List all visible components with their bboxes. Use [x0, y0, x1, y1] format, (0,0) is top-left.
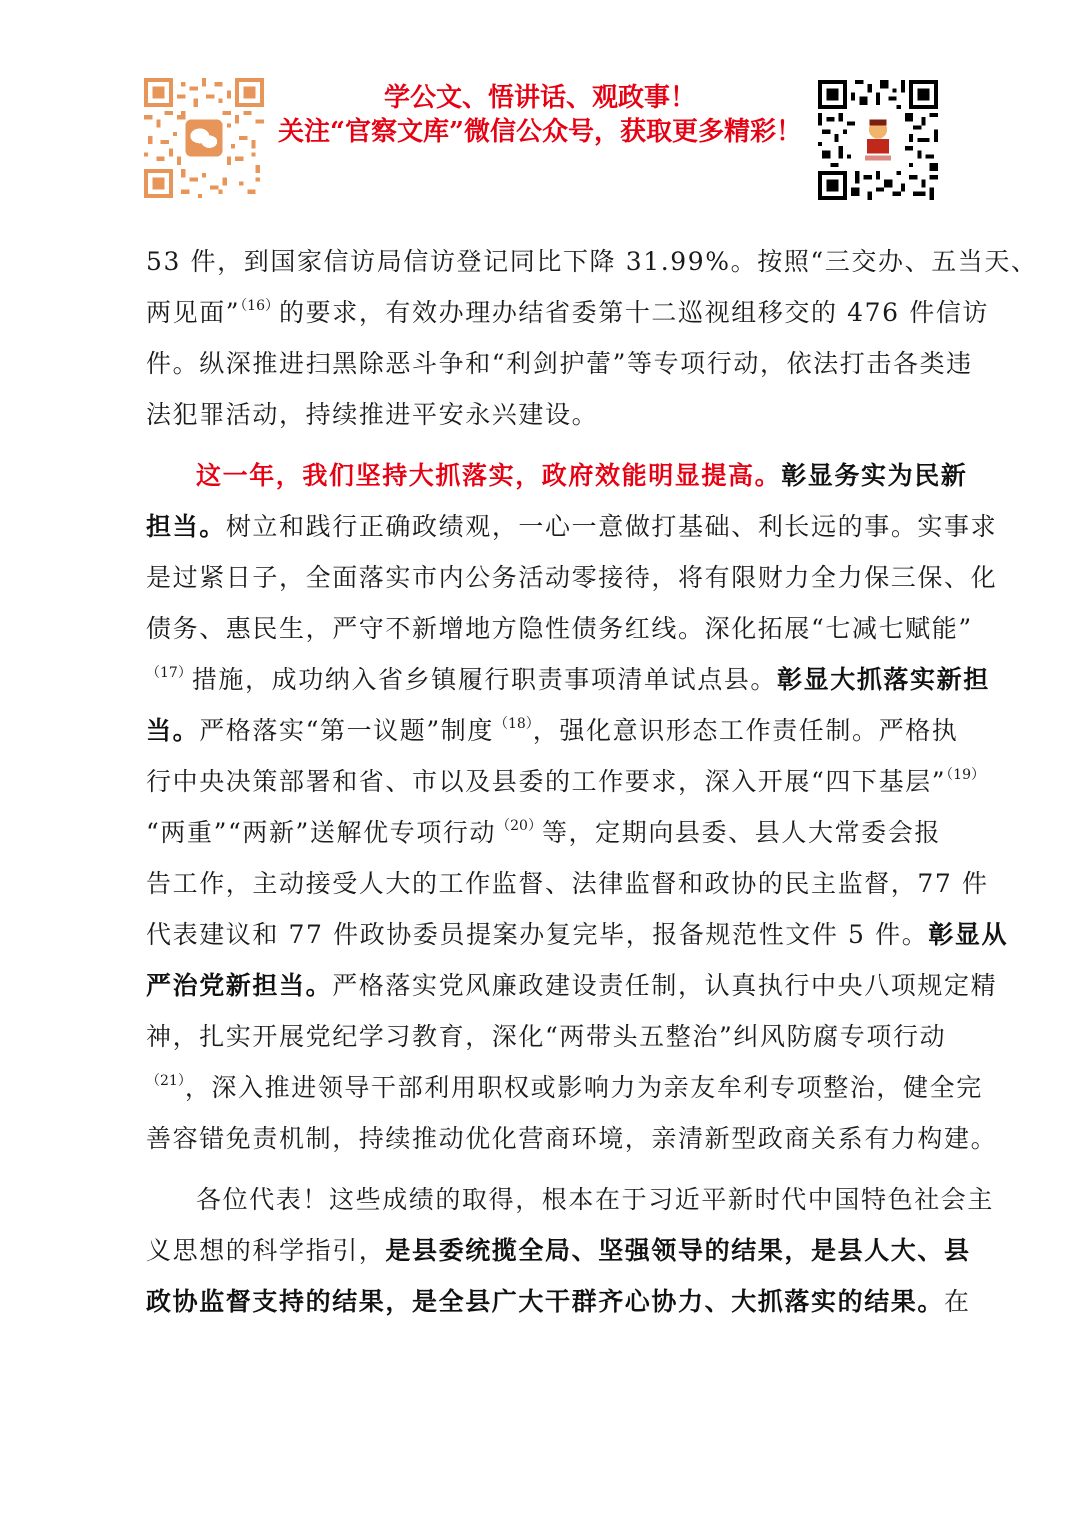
text-line: 件。纵深推进扫黑除恶斗争和“利剑护蕾”等专项行动，依法打击各类违: [146, 349, 973, 378]
text-line: 各位代表！这些成绩的取得，根本在于习近平新时代中国特色社会主: [196, 1185, 995, 1214]
text-line: [146, 287, 990, 338]
bold-heading: 严治党新担当。: [146, 971, 333, 1000]
text-line: 善容错免责机制，持续推动优化营商环境，亲清新型政商关系有力构建。: [146, 1124, 998, 1153]
text-run: 在: [944, 1287, 971, 1316]
page-header: [0, 0, 1080, 220]
text-line: 神，扎实开展党纪学习教育，深化“两带头五整治”纠风防腐专项行动: [146, 1022, 947, 1051]
text-run: 树立和践行正确政绩观，一心一意做打基础、利长远的事。实事求: [225, 512, 998, 541]
slogan-line-2: 关注“官察文库”微信公众号，获取更多精彩！: [278, 117, 802, 147]
text-line: 债务、惠民生，严守不新增地方隐性债务红线。深化拓展“七减七赋能”: [146, 614, 973, 643]
text-run: 措施，成功纳入省乡镇履行职责事项清单试点县。: [191, 665, 778, 694]
text-run: 的要求，有效办理办结省委第十二巡视组移交的 476 件信访: [279, 298, 990, 327]
slogan-line-1: 学公文、悟讲话、观政事！: [383, 83, 696, 113]
text-line: [146, 807, 946, 858]
text-line: 是过紧日子，全面落实市内公务活动零接待，将有限财力全力保三保、化: [146, 563, 998, 592]
footnote-ref: （17）: [146, 665, 192, 681]
text-run: ，强化意识形态工作责任制。严格执: [532, 716, 959, 745]
text-run: 严格落实“第一议题”制度: [199, 716, 494, 745]
text-run: ，深入推进领导干部利用职权或影响力为亲友牟利专项整治，健全完: [184, 1073, 983, 1102]
bold-heading: 是县委统揽全局、坚强领导的结果，是县人大、县: [385, 1236, 971, 1265]
text-run: “两重”“两新”送解优专项行动: [146, 818, 497, 847]
text-line: [146, 705, 959, 756]
text-run: 义思想的科学指引，: [146, 1236, 386, 1265]
text-line: [146, 1225, 971, 1276]
text-run: 行中央决策部署和省、市以及县委的工作要求，深入开展“四下基层”: [146, 767, 947, 796]
paragraph-1: [146, 236, 1038, 440]
footnote-ref: （18）: [493, 716, 533, 732]
text-line: [146, 1062, 983, 1113]
text-run: 代表建议和 77 件政协委员提案办复完毕，报备规范性文件 5 件。: [146, 920, 929, 949]
text-run: 两见面”: [146, 298, 241, 327]
text-run: 严格落实党风廉政建设责任制，认真执行中央八项规定精: [332, 971, 998, 1000]
text-line: 53 件，到国家信访局信访登记同比下降 31.99%。按照“三交办、五当天、: [146, 247, 1038, 276]
document-body: [146, 236, 1038, 1327]
bold-heading: 彰显大抓落实新担: [777, 665, 990, 694]
mini-program-qr-code-icon: [818, 80, 938, 200]
bold-heading: 彰显从: [928, 920, 1009, 949]
text-line: [146, 909, 1009, 960]
bold-heading: 担当。: [146, 512, 226, 541]
text-line: 法犯罪活动，持续推进平安永兴建设。: [146, 400, 599, 429]
text-line: [146, 960, 998, 1011]
wechat-qr-code-icon: [144, 78, 264, 198]
bold-heading: 彰显务实为民新: [781, 461, 968, 490]
paragraph-3: [146, 1174, 995, 1327]
text-line: [146, 654, 990, 705]
text-line: [146, 1276, 971, 1327]
text-line: [146, 450, 968, 501]
bold-heading: 当。: [146, 716, 200, 745]
footnote-ref: （16）: [240, 298, 280, 314]
paragraph-2: [146, 450, 1009, 1164]
red-lead-sentence: 这一年，我们坚持大抓落实，政府效能明显提高。: [196, 461, 782, 490]
text-run: 等，定期向县委、县人大常委会报: [541, 818, 941, 847]
bold-heading: 政协监督支持的结果，是全县广大干群齐心协力、大抓落实的结果。: [146, 1287, 945, 1316]
text-line: [146, 501, 998, 552]
text-line: 告工作，主动接受人大的工作监督、法律监督和政协的民主监督，77 件: [146, 869, 989, 898]
footnote-ref: （19）: [946, 767, 985, 783]
footnote-ref: （21）: [146, 1073, 185, 1089]
footnote-ref: （20）: [496, 818, 542, 834]
text-line: [146, 756, 985, 807]
